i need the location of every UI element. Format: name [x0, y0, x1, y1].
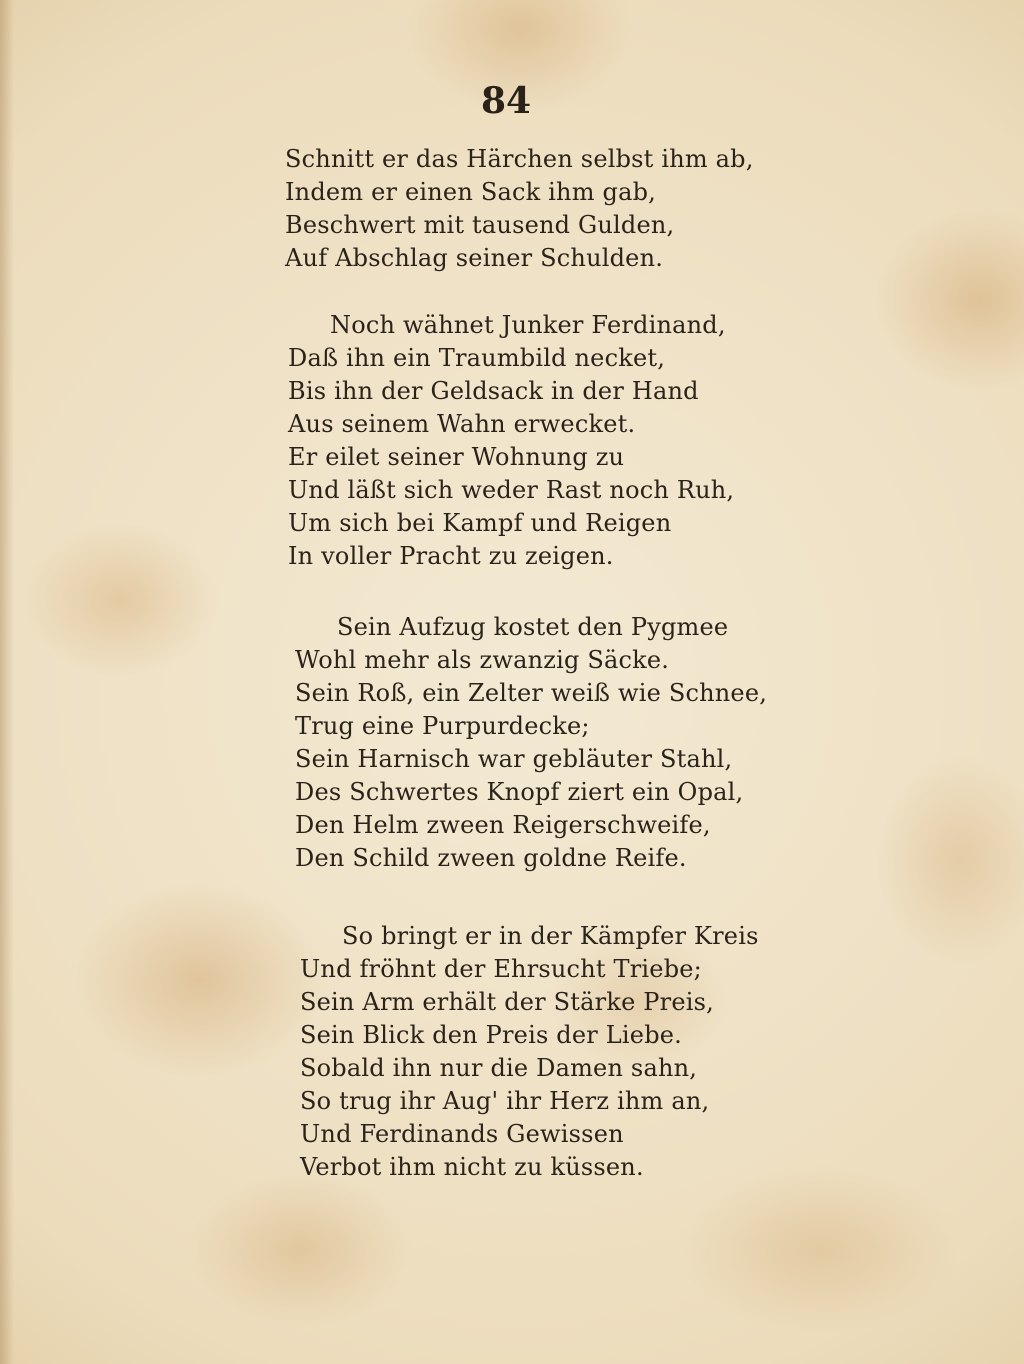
verse-line: Den Schild zween goldne Reife. — [295, 844, 687, 872]
page-number: 84 — [480, 80, 532, 122]
verse-line: Trug eine Purpurdecke; — [295, 712, 590, 740]
verse-line: Den Helm zween Reigerschweife, — [295, 811, 711, 839]
verse-line: Er eilet seiner Wohnung zu — [288, 443, 625, 471]
page-spine-shadow — [0, 0, 14, 1364]
stanza-3 — [295, 611, 767, 875]
verse-line: Beschwert mit tausend Gulden, — [285, 211, 675, 239]
verse-line: Indem er einen Sack ihm gab, — [285, 178, 656, 206]
verse-line: Sein Arm erhält der Stärke Preis, — [300, 988, 714, 1016]
stanza-2 — [288, 309, 734, 573]
verse-line: Auf Abschlag seiner Schulden. — [285, 244, 664, 272]
verse-line: Schnitt er das Härchen selbst ihm ab, — [285, 145, 754, 173]
verse-line: Sobald ihn nur die Damen sahn, — [300, 1054, 698, 1082]
verse-line: Und fröhnt der Ehrsucht Triebe; — [300, 955, 702, 983]
verse-line: So bringt er in der Kämpfer Kreis — [342, 922, 759, 950]
verse-line: Verbot ihm nicht zu küssen. — [300, 1153, 644, 1181]
verse-line: Sein Aufzug kostet den Pygmee — [337, 613, 729, 641]
stanza-1 — [285, 143, 754, 275]
verse-line: Daß ihn ein Traumbild necket, — [288, 344, 666, 372]
verse-line: So trug ihr Aug' ihr Herz ihm an, — [300, 1087, 710, 1115]
stanza-4 — [300, 920, 759, 1184]
verse-line: Sein Blick den Preis der Liebe. — [300, 1021, 682, 1049]
verse-line: Bis ihn der Geldsack in der Hand — [288, 377, 699, 405]
verse-line: Sein Harnisch war gebläuter Stahl, — [295, 745, 733, 773]
verse-line: Noch wähnet Junker Ferdinand, — [330, 311, 726, 339]
verse-line: Sein Roß, ein Zelter weiß wie Schnee, — [295, 679, 768, 707]
verse-line: Aus seinem Wahn erwecket. — [288, 410, 636, 438]
verse-line: Und läßt sich weder Rast noch Ruh, — [288, 476, 735, 504]
verse-line: Des Schwertes Knopf ziert ein Opal, — [295, 778, 744, 806]
verse-line: In voller Pracht zu zeigen. — [288, 542, 614, 570]
verse-line: Um sich bei Kampf und Reigen — [288, 509, 672, 537]
verse-line: Wohl mehr als zwanzig Säcke. — [295, 646, 670, 674]
verse-line: Und Ferdinands Gewissen — [300, 1120, 624, 1148]
